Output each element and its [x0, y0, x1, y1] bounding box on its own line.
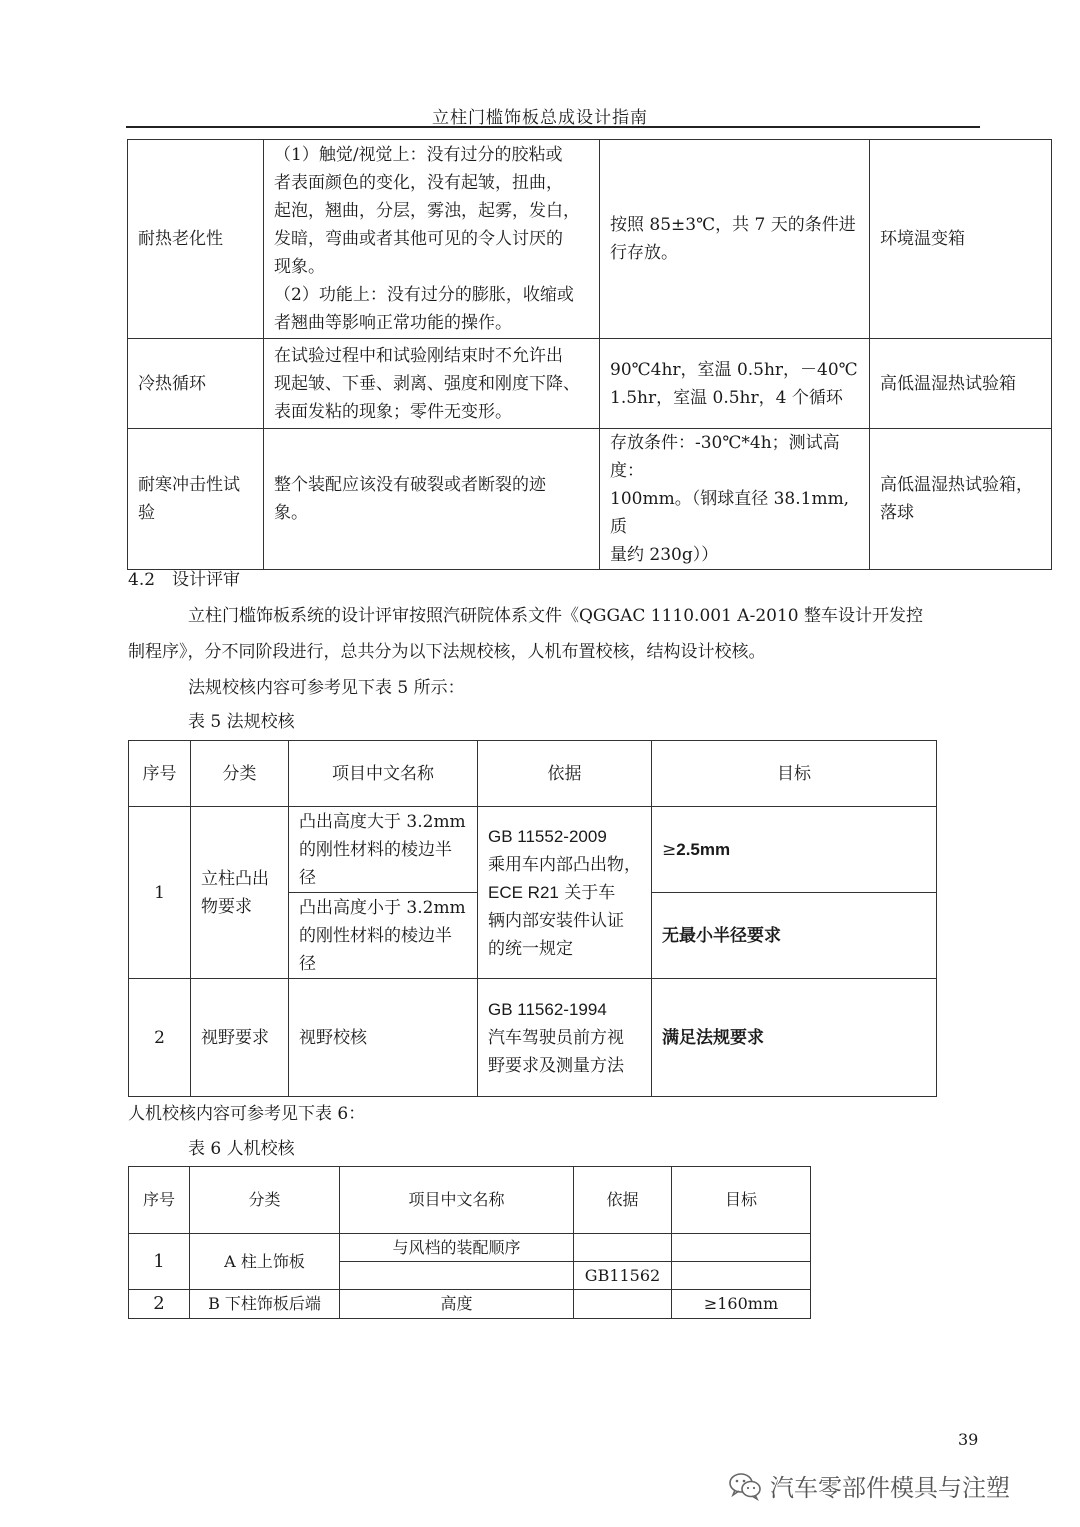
test-condition: 90℃4hr，室温 0.5hr，－40℃ 1.5hr，室温 0.5hr，4 个循环 [600, 339, 870, 429]
table5-caption: 表 5 法规校核 [188, 712, 295, 732]
column-header: 分类 [191, 741, 289, 807]
page-header-title: 立柱门槛饰板总成设计指南 [432, 108, 648, 128]
section-heading: 4.2 设计评审 [128, 570, 241, 590]
test-item: 耐寒冲击性试 验 [128, 429, 264, 570]
test-equipment: 高低温湿热试验箱， 落球 [870, 429, 1052, 570]
test-item: 冷热循环 [128, 339, 264, 429]
category: 立柱凸出 物要求 [191, 807, 289, 979]
test-requirements-table [127, 139, 1052, 570]
table-row [128, 429, 1052, 570]
target [672, 1262, 811, 1290]
standard-title: 汽车驾驶员前方视 野要求及测量方法 [488, 1027, 624, 1076]
watermark [728, 1468, 1010, 1503]
target: ≥2.5mm [652, 807, 937, 893]
wechat-icon [728, 1471, 762, 1501]
column-header: 项目中文名称 [289, 741, 478, 807]
table-row [128, 140, 1052, 339]
column-header: 目标 [672, 1167, 811, 1234]
table6-caption: 表 6 人机校核 [188, 1139, 295, 1159]
target: 无最小半径要求 [652, 893, 937, 979]
target-value: 2.5mm [676, 839, 731, 859]
basis [574, 1234, 672, 1262]
target: ≥160mm [672, 1290, 811, 1319]
watermark-text: 汽车零部件模具与注塑 [770, 1474, 1010, 1502]
column-header: 分类 [190, 1167, 340, 1234]
column-header: 序号 [129, 1167, 190, 1234]
standard-code: GB 11552-2009 [488, 826, 607, 846]
column-header: 目标 [652, 741, 937, 807]
header-rule [126, 126, 980, 128]
standard-title: 关于车 辆内部安装件认证 的统一规定 [488, 882, 624, 959]
target [672, 1234, 811, 1262]
category: B 下柱饰板后端 [190, 1290, 340, 1319]
paragraph-line: 立柱门槛饰板系统的设计评审按照汽研院体系文件《QGGAC 1110.001 A-2010 整车设计开发控 [188, 606, 923, 626]
test-requirement: （1）触觉/视觉上：没有过分的胶粘或 者表面颜色的变化，没有起皱，扭曲， 起泡，翘曲，分层，雾浊，起雾，发白， 发暗，弯曲或者其他可见的令人讨厌的 现象。 （2）功能上：没有过分的膨胀，收缩或 者翘曲等影响正常功能的操作。 [264, 140, 600, 339]
paragraph-line: 制程序》，分不同阶段进行，总共分为以下法规校核，人机布置校核，结构设计校核。 [128, 642, 766, 662]
standard-title: 乘用车内部凸出物， [488, 854, 641, 875]
row-number: 2 [129, 1290, 190, 1319]
item-name: 凸出高度大于 3.2mm 的刚性材料的棱边半 径 [289, 807, 478, 893]
test-item: 耐热老化性 [128, 140, 264, 339]
category: 视野要求 [191, 979, 289, 1097]
basis [574, 1290, 672, 1319]
test-requirement: 整个装配应该没有破裂或者断裂的迹 象。 [264, 429, 600, 570]
standard-code: ECE R21 [488, 882, 559, 902]
item-name: 高度 [340, 1290, 574, 1319]
column-header: 依据 [574, 1167, 672, 1234]
table-row [129, 1234, 811, 1262]
basis [478, 807, 652, 979]
page-number: 39 [958, 1430, 979, 1449]
item-name: 与风档的装配顺序 [340, 1234, 574, 1262]
basis [478, 979, 652, 1097]
table-row [129, 979, 937, 1097]
target: 满足法规要求 [652, 979, 937, 1097]
category: A 柱上饰板 [190, 1234, 340, 1290]
item-name [340, 1262, 574, 1290]
table-row [129, 807, 937, 893]
ergonomic-check-table [128, 1166, 811, 1319]
test-equipment: 环境温变箱 [870, 140, 1052, 339]
column-header: 依据 [478, 741, 652, 807]
regulation-check-table [128, 740, 937, 1097]
table-row [129, 1290, 811, 1319]
row-number: 2 [129, 979, 191, 1097]
column-header: 项目中文名称 [340, 1167, 574, 1234]
test-equipment: 高低温湿热试验箱 [870, 339, 1052, 429]
standard-code: GB 11562-1994 [488, 999, 607, 1019]
test-condition: 存放条件：-30℃*4h；测试高度： 100mm。（钢球直径 38.1mm, 质 量约 230g）） [600, 429, 870, 570]
test-requirement: 在试验过程中和试验刚结束时不允许出 现起皱、下垂、剥离、强度和刚度下降、 表面发粘的现象；零件无变形。 [264, 339, 600, 429]
paragraph: 法规校核内容可参考见下表 5 所示： [188, 678, 465, 698]
item-name: 视野校核 [289, 979, 478, 1097]
row-number: 1 [129, 807, 191, 979]
test-condition: 按照 85±3℃，共 7 天的条件进 行存放。 [600, 140, 870, 339]
basis: GB11562 [574, 1262, 672, 1290]
paragraph: 人机校核内容可参考见下表 6： [128, 1104, 366, 1124]
table-header-row [129, 1167, 811, 1234]
row-number: 1 [129, 1234, 190, 1290]
item-name: 凸出高度小于 3.2mm 的刚性材料的棱边半 径 [289, 893, 478, 979]
table-header-row [129, 741, 937, 807]
table-row [128, 339, 1052, 429]
column-header: 序号 [129, 741, 191, 807]
